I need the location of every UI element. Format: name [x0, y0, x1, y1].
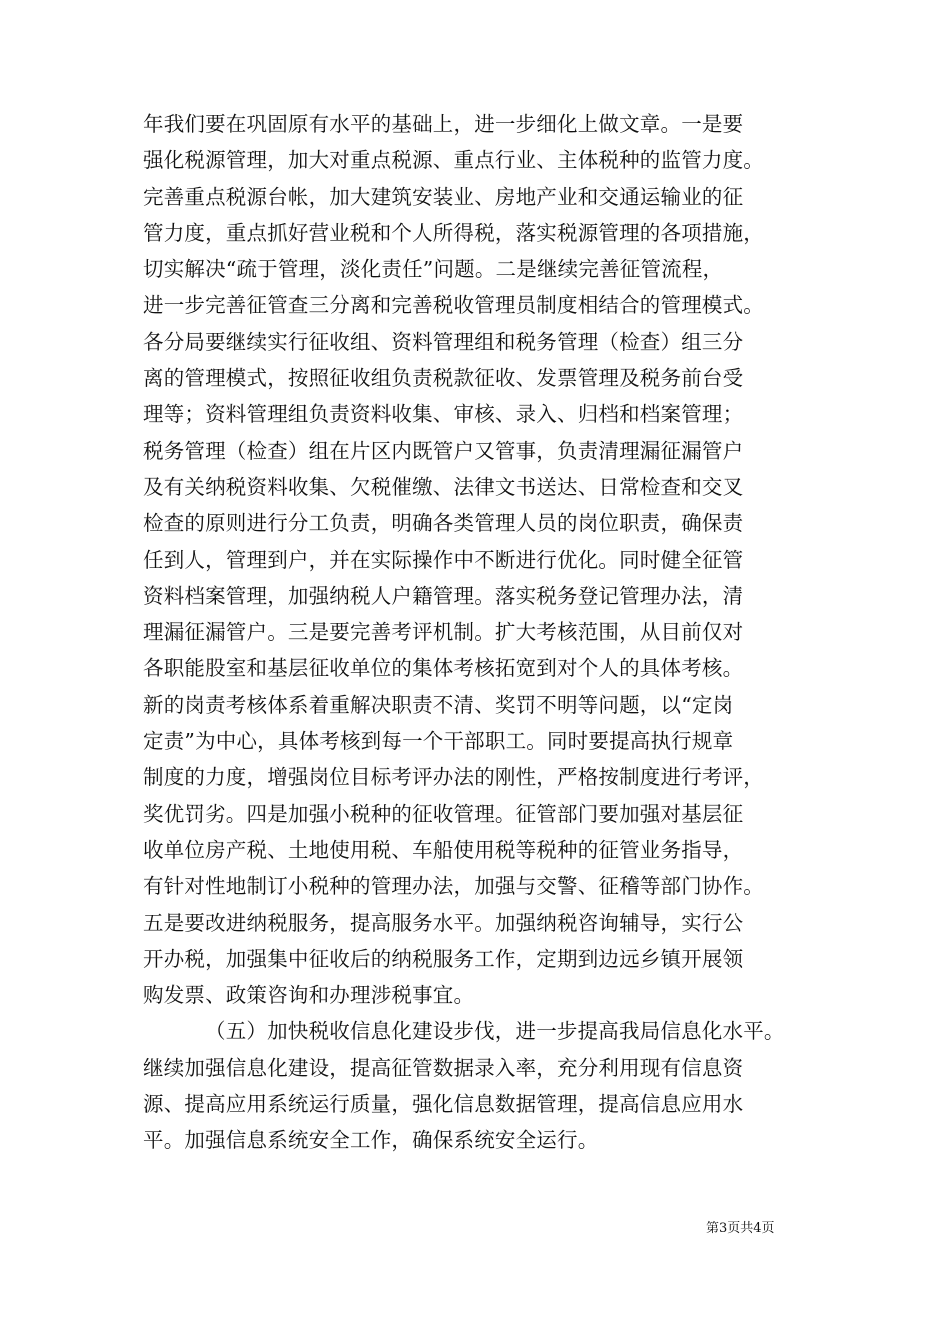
body-text [143, 106, 819, 1159]
text-line: 源、提高应用系统运行质量，强化信息数据管理，提高信息应用水 [143, 1092, 744, 1117]
text-line: 理等；资料管理组负责资料收集、审核、录入、归档和档案管理； [143, 402, 744, 427]
text-line: 离的管理模式，按照征收组负责税款征收、发票管理及税务前台受 [143, 366, 744, 391]
text-line: 检查的原则进行分工负责，明确各类管理人员的岗位职责，确保责 [143, 511, 744, 536]
text-line: 平。加强信息系统安全工作，确保系统安全运行。 [143, 1128, 599, 1153]
text-line: 理漏征漏管户。三是要完善考评机制。扩大考核范围，从目前仅对 [143, 620, 744, 645]
text-line: 各职能股室和基层征收单位的集体考核拓宽到对个人的具体考核。 [143, 656, 744, 681]
text-line: 及有关纳税资料收集、欠税催缴、法律文书送达、日常检查和交叉 [143, 474, 744, 499]
text-line: 税务管理（检查）组在片区内既管户又管事，负责清理漏征漏管户 [143, 438, 744, 463]
page-number: 第3页共4页 [706, 1221, 775, 1236]
text-line: 任到人，管理到户，并在实际操作中不断进行优化。同时健全征管 [143, 547, 744, 572]
text-line: 年我们要在巩固原有水平的基础上，进一步细化上做文章。一是要 [143, 112, 744, 136]
text-line: 奖优罚劣。四是加强小税种的征收管理。征管部门要加强对基层征 [143, 801, 744, 826]
section-heading-line: （五）加快税收信息化建设步伐，进一步提高我局信息化水平。 [205, 1019, 785, 1044]
text-line: 进一步完善征管查三分离和完善税收管理员制度相结合的管理模式。 [143, 293, 764, 318]
text-line: 各分局要继续实行征收组、资料管理组和税务管理（检查）组三分 [143, 329, 744, 354]
text-line: 完善重点税源台帐，加大建筑安装业、房地产业和交通运输业的征 [143, 184, 744, 209]
text-line: 定责”为中心，具体考核到每一个干部职工。同时要提高执行规章 [143, 729, 734, 754]
text-line: 收单位房产税、土地使用税、车船使用税等税种的征管业务指导， [143, 837, 744, 862]
text-line: 资料档案管理，加强纳税人户籍管理。落实税务登记管理办法，清 [143, 583, 744, 608]
text-line: 五是要改进纳税服务，提高服务水平。加强纳税咨询辅导，实行公 [143, 910, 744, 935]
text-line: 开办税，加强集中征收后的纳税服务工作，定期到边远乡镇开展领 [143, 946, 744, 971]
text-line: 新的岗责考核体系着重解决职责不清、奖罚不明等问题，以“定岗 [143, 692, 734, 717]
text-line: 切实解决“疏于管理，淡化责任”问题。二是继续完善征管流程， [143, 257, 724, 282]
text-line: 继续加强信息化建设，提高征管数据录入率，充分利用现有信息资 [143, 1055, 744, 1080]
text-line: 强化税源管理，加大对重点税源、重点行业、主体税种的监管力度。 [143, 148, 764, 173]
text-line: 有针对性地制订小税种的管理办法，加强与交警、征稽等部门协作。 [143, 874, 764, 899]
text-line: 制度的力度，增强岗位目标考评办法的刚性，严格按制度进行考评， [143, 765, 764, 790]
text-line: 购发票、政策咨询和办理涉税事宜。 [143, 983, 475, 1008]
text-line: 管力度，重点抓好营业税和个人所得税，落实税源管理的各项措施， [143, 220, 764, 245]
